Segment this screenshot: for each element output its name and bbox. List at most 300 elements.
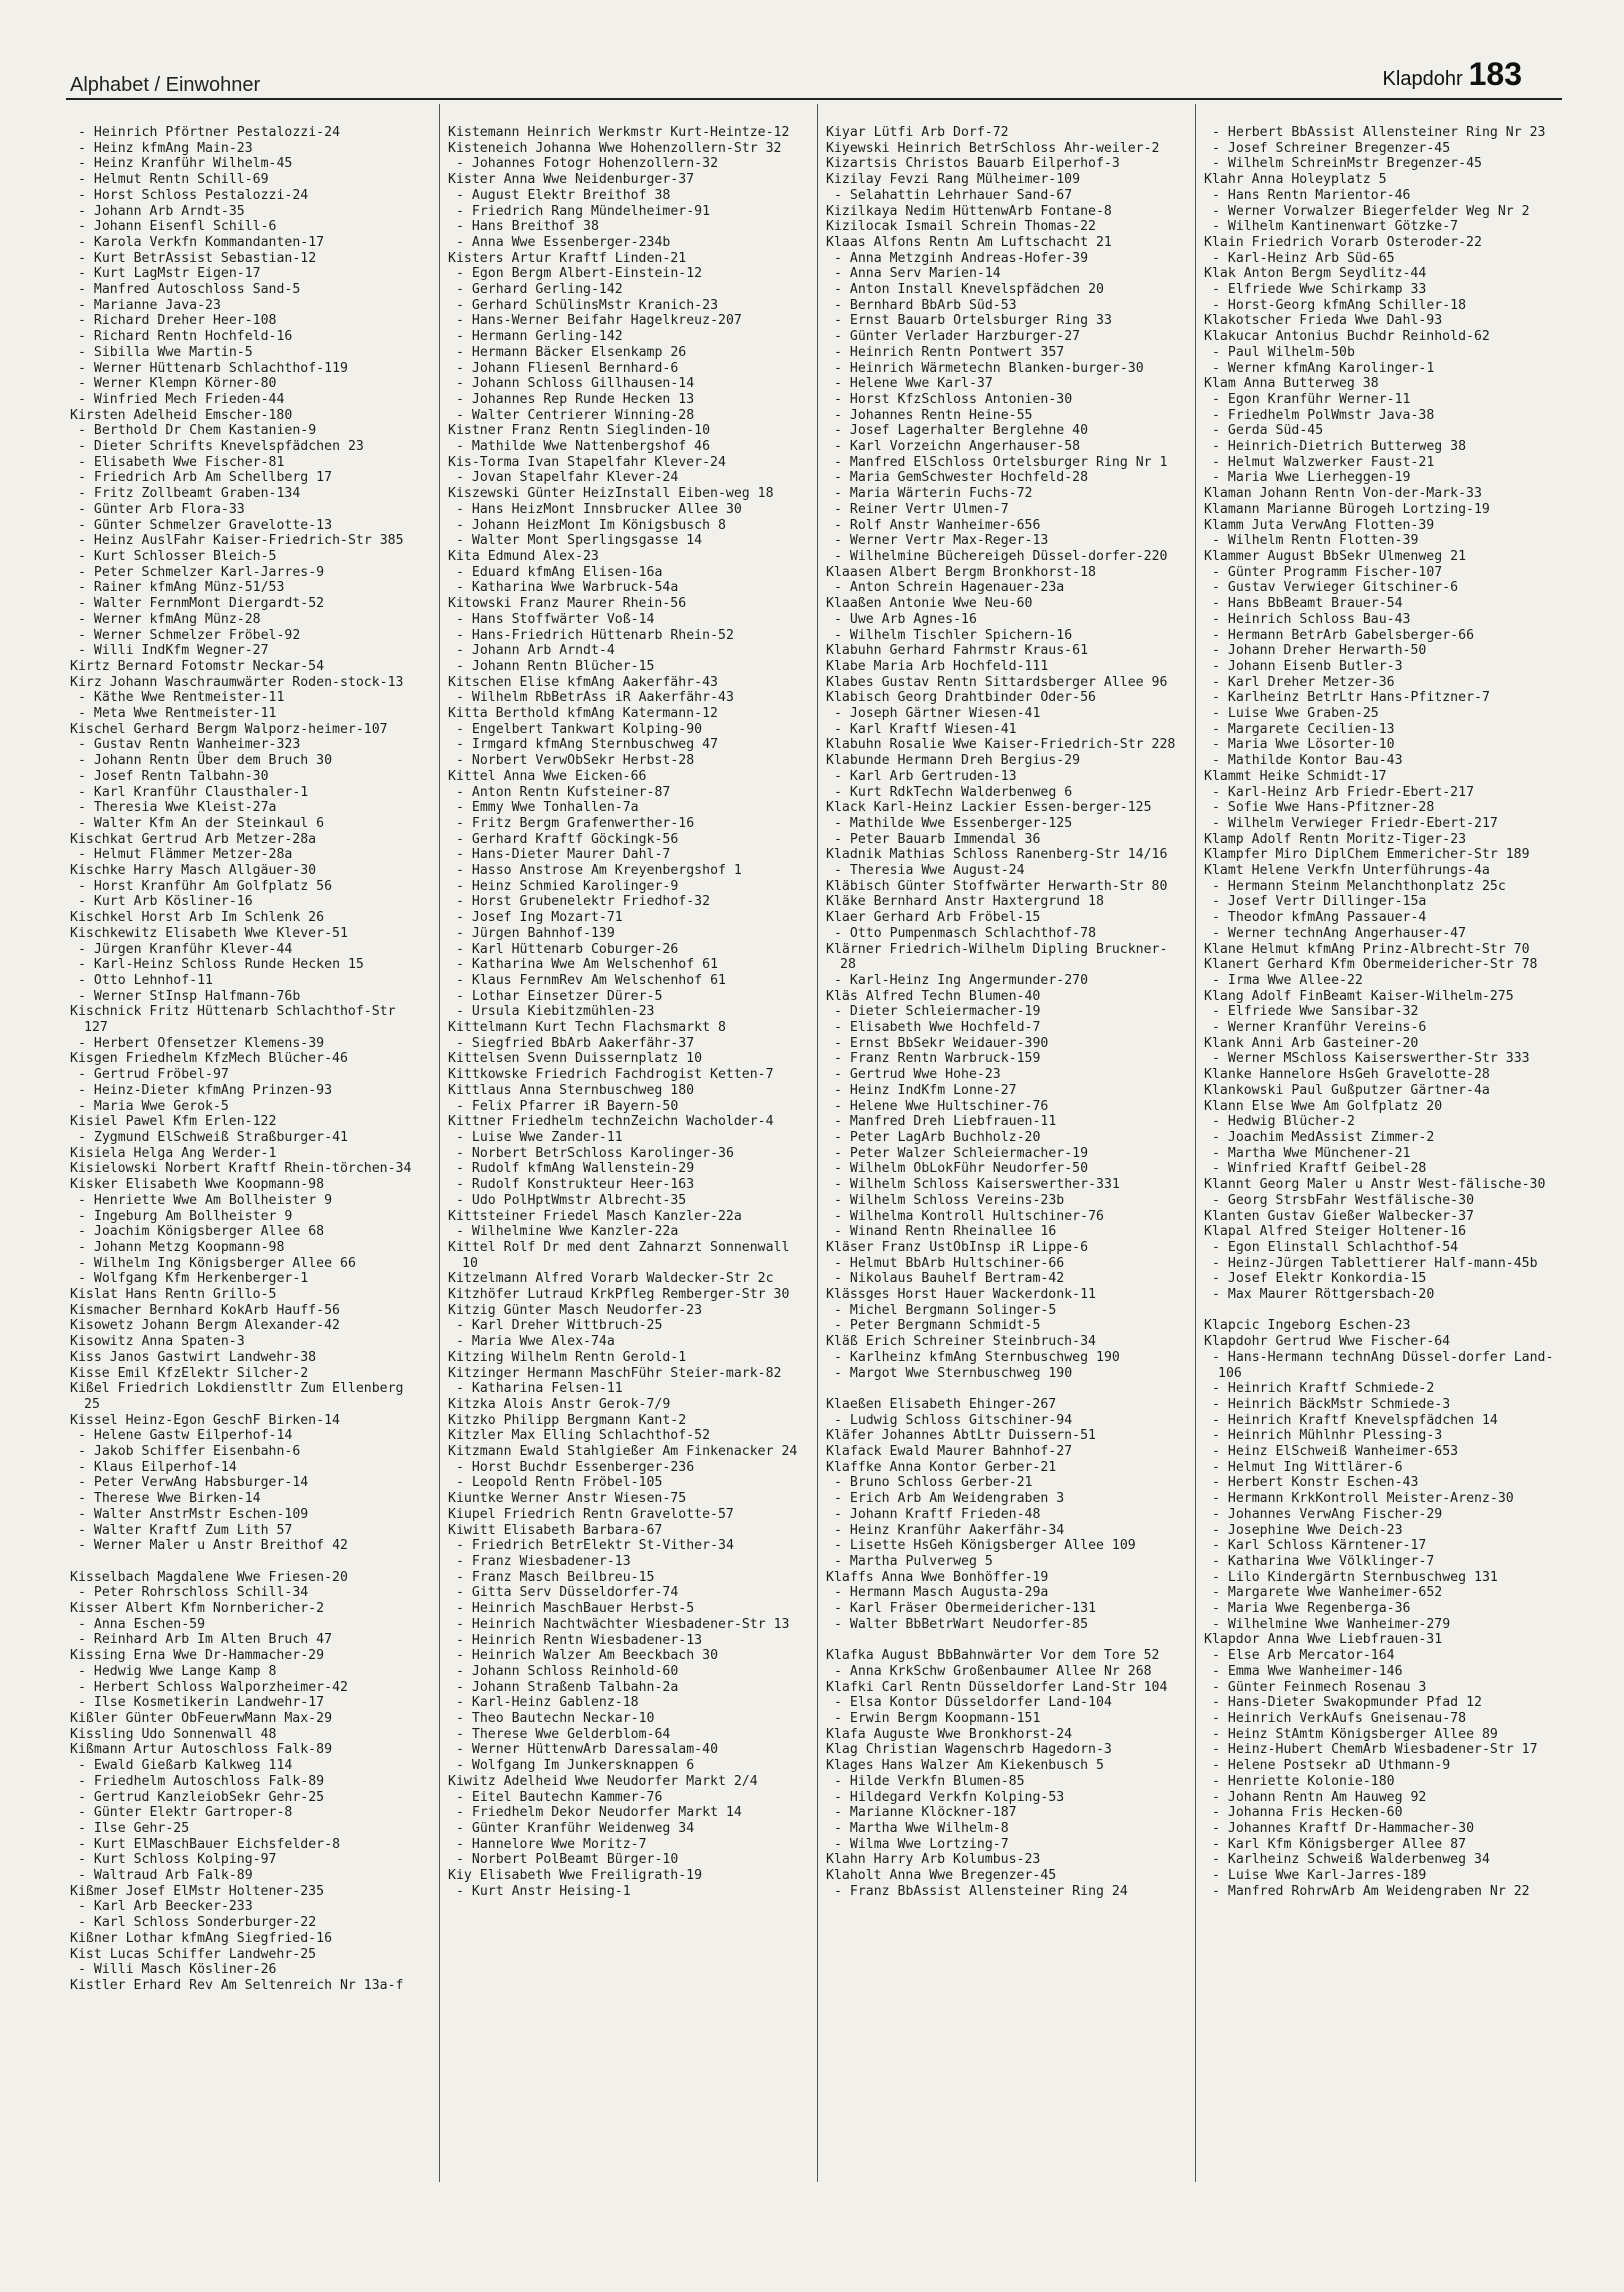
directory-entry: - Lothar Einsetzer Dürer-5 — [456, 988, 663, 1004]
directory-entry: - Franz Wiesbadener-13 — [456, 1553, 631, 1569]
directory-entry: Kisiel Pawel Kfm Erlen-122 — [70, 1114, 277, 1130]
directory-entry: Kittelmann Kurt Techn Flachsmarkt 8 — [448, 1020, 726, 1036]
directory-entry: Kischel Gerhard Bergm Walporz-heimer-107 — [70, 721, 388, 737]
directory-entry: - Elfriede Wwe Schirkamp 33 — [1212, 282, 1427, 298]
directory-entry: Klaholt Anna Wwe Bregenzer-45 — [826, 1868, 1057, 1884]
directory-entry: Klaasen Albert Bergm Bronkhorst-18 — [826, 564, 1096, 580]
directory-entry: Klamp Adolf Rentn Moritz-Tiger-23 — [1204, 831, 1467, 847]
directory-entry: - Erich Arb Am Weidengraben 3 — [834, 1491, 1065, 1507]
directory-entry: - Josef Ing Mozart-71 — [456, 910, 623, 926]
directory-entry: Kitowski Franz Maurer Rhein-56 — [448, 596, 687, 612]
directory-entry: - Maria Wärterin Fuchs-72 — [834, 486, 1033, 502]
directory-entry: Kittlaus Anna Sternbuschweg 180 — [448, 1082, 695, 1098]
directory-entry: - Wilhelm ObLokFühr Neudorfer-50 — [834, 1161, 1089, 1177]
directory-entry: - Josef Vertr Dillinger-15a — [1212, 894, 1427, 910]
directory-entry: Kisowetz Johann Bergm Alexander-42 — [70, 1318, 340, 1334]
directory-entry: - Josef Elektr Konkordia-15 — [1212, 1271, 1427, 1287]
directory-entry: Klafack Ewald Maurer Bahnhof-27 — [826, 1444, 1073, 1460]
directory-entry: - August Elektr Breithof 38 — [456, 187, 671, 203]
directory-entry: - Heinrich Walzer Am Beeckbach 30 — [456, 1648, 719, 1664]
directory-entry: - Gustav Verwieger Gitschiner-6 — [1212, 580, 1459, 596]
directory-entry: - Helene Gastw Eilperhof-14 — [78, 1428, 293, 1444]
directory-entry: Kissel Heinz-Egon GeschF Birken-14 — [70, 1412, 340, 1428]
directory-entry: - Anna Metzginh Andreas-Hofer-39 — [834, 250, 1089, 266]
directory-entry: - Ursula Kiebitzmühlen-23 — [456, 1004, 655, 1020]
directory-entry: - Wilhelmine Büchereigeh Düssel-dorfer-220 — [834, 548, 1168, 564]
directory-entry: - Hermann Steinm Melanchthonplatz 25c — [1212, 878, 1506, 894]
directory-entry: Kißel Friedrich Lokdienstltr Zum Ellenberg 25 — [70, 1381, 404, 1412]
directory-entry: Kistemann Heinrich Werkmstr Kurt-Heintze-12 — [448, 125, 790, 140]
directory-entry: - Richard Dreher Heer-108 — [78, 313, 277, 329]
directory-entry: - Hans-Friedrich Hüttenarb Rhein-52 — [456, 627, 734, 643]
directory-entry: Kitzing Wilhelm Rentn Gerold-1 — [448, 1349, 687, 1365]
directory-entry: - Peter VerwAng Habsburger-14 — [78, 1475, 309, 1491]
directory-entry: - Meta Wwe Rentmeister-11 — [78, 706, 277, 722]
directory-entry: Klapdohr Gertrud Wwe Fischer-64 — [1204, 1334, 1451, 1350]
header-place-name: Klapdohr — [1382, 68, 1463, 90]
directory-entry: Kizartsis Christos Bauarb Eilperhof-3 — [826, 156, 1120, 172]
directory-entry: - Walter Kfm An der Steinkaul 6 — [78, 815, 325, 831]
directory-entry: - Engelbert Tankwart Kolping-90 — [456, 721, 703, 737]
directory-entry: - Elfriede Wwe Sansibar-32 — [1212, 1004, 1419, 1020]
directory-entry: - Mathilde Wwe Essenberger-125 — [834, 815, 1073, 831]
directory-entry: - Felix Pfarrer iR Bayern-50 — [456, 1098, 679, 1114]
directory-entry: - Werner Hüttenarb Schlachthof-119 — [78, 360, 348, 376]
directory-entry: Klapdor Anna Wwe Liebfrauen-31 — [1204, 1632, 1443, 1648]
directory-entry: - Nikolaus Bauhelf Bertram-42 — [834, 1271, 1065, 1287]
directory-entry: - Franz Masch Beilbreu-15 — [456, 1569, 655, 1585]
directory-entry: Klafka August BbBahnwärter Vor dem Tore 52 — [826, 1648, 1160, 1664]
directory-entry: - Erwin Bergm Koopmann-151 — [834, 1710, 1041, 1726]
directory-entry: - Sibilla Wwe Martin-5 — [78, 344, 253, 360]
directory-entry: - Reinhard Arb Im Alten Bruch 47 — [78, 1632, 333, 1648]
directory-entry: - Johann Schloss Reinhold-60 — [456, 1663, 679, 1679]
directory-entry: - Willi Masch Kösliner-26 — [78, 1962, 277, 1978]
directory-entry: - Maria Wwe Lösorter-10 — [1212, 737, 1395, 753]
directory-entry: Klabuhn Rosalie Wwe Kaiser-Friedrich-Str 228 — [826, 737, 1176, 753]
directory-entry: Klankowski Paul Gußputzer Gärtner-4a — [1204, 1082, 1490, 1098]
directory-entry: - Kurt LagMstr Eigen-17 — [78, 266, 261, 282]
directory-entry: Kizilkaya Nedim HüttenwArb Fontane-8 — [826, 203, 1112, 219]
directory-entry: - Karl Kraftf Wiesen-41 — [834, 721, 1017, 737]
directory-entry: - Peter Schmelzer Karl-Jarres-9 — [78, 564, 325, 580]
directory-entry: - Horst Kranführ Am Golfplatz 56 — [78, 878, 333, 894]
directory-entry: - Therese Wwe Birken-14 — [78, 1491, 261, 1507]
directory-entry: - Johann Metzg Koopmann-98 — [78, 1239, 285, 1255]
directory-entry: - Werner MSchloss Kaiserswerther-Str 333 — [1212, 1051, 1530, 1067]
directory-entry: - Margarete Cecilien-13 — [1212, 721, 1395, 737]
directory-entry: - Josef Schreiner Bregenzer-45 — [1212, 140, 1451, 156]
directory-entry: - Gitta Serv Düsseldorfer-74 — [456, 1585, 679, 1601]
directory-entry: - Friedrich Rang Mündelheimer-91 — [456, 203, 711, 219]
directory-entry: - Friedhelm Dekor Neudorfer Markt 14 — [456, 1805, 742, 1821]
directory-entry: Kiss Janos Gastwirt Landwehr-38 — [70, 1349, 317, 1365]
directory-entry: - Michel Bergmann Solinger-5 — [834, 1302, 1057, 1318]
directory-entry: - Eduard kfmAng Elisen-16a — [456, 564, 663, 580]
directory-entry: - Herbert Konstr Eschen-43 — [1212, 1475, 1419, 1491]
directory-entry: - Werner kfmAng Karolinger-1 — [1212, 360, 1435, 376]
directory-entry: - Irma Wwe Allee-22 — [1212, 972, 1363, 988]
directory-entry: - Karl Dreher Wittbruch-25 — [456, 1318, 663, 1334]
directory-entry: Kißmer Josef ElMstr Holtener-235 — [70, 1883, 325, 1899]
directory-entry: Kiy Elisabeth Wwe Freiligrath-19 — [448, 1868, 703, 1884]
directory-entry: - Winfried Kraftf Geibel-28 — [1212, 1161, 1427, 1177]
directory-entry: Klammer August BbSekr Ulmenweg 21 — [1204, 548, 1467, 564]
directory-entry: Kittel Anna Wwe Eicken-66 — [448, 768, 647, 784]
directory-entry: - Joseph Gärtner Wiesen-41 — [834, 706, 1041, 722]
directory-entry: Klane Helmut kfmAng Prinz-Albrecht-Str 70 — [1204, 941, 1530, 957]
directory-entry: - Walter Kraftf Zum Lith 57 — [78, 1522, 293, 1538]
directory-entry: Kittelsen Svenn Duissernplatz 10 — [448, 1051, 703, 1067]
directory-entry: - Wilma Wwe Lortzing-7 — [834, 1836, 1009, 1852]
directory-entry: Kitzmann Ewald Stahlgießer Am Finkenacker 24 — [448, 1444, 798, 1460]
directory-entry: - Hannelore Wwe Moritz-7 — [456, 1836, 647, 1852]
directory-entry: Klamm Juta VerwAng Flotten-39 — [1204, 517, 1435, 533]
directory-entry: Kittel Rolf Dr med dent Zahnarzt Sonnenwall 10 — [448, 1239, 790, 1271]
directory-entry: Kiszewski Günter HeizInstall Eiben-weg 18 — [448, 486, 774, 502]
directory-entry: - Heinz Schmied Karolinger-9 — [456, 878, 679, 894]
directory-entry: Klampfer Miro DiplChem Emmericher-Str 189 — [1204, 847, 1530, 863]
directory-entry: Kläfer Johannes AbtLtr Duissern-51 — [826, 1428, 1096, 1444]
directory-entry: - Irmgard kfmAng Sternbuschweg 47 — [456, 737, 719, 753]
directory-entry: - Ernst Bauarb Ortelsburger Ring 33 — [834, 313, 1112, 329]
directory-entry: - Hilde Verkfn Blumen-85 — [834, 1773, 1025, 1789]
directory-entry: - Heinz AuslFahr Kaiser-Friedrich-Str 385 — [78, 533, 404, 549]
directory-entry: - Karl-Heinz Gablenz-18 — [456, 1695, 639, 1711]
directory-entry: - Günter Verlader Harzburger-27 — [834, 329, 1081, 345]
directory-entry: - Gerhard Kraftf Göckingk-56 — [456, 831, 679, 847]
directory-entry: - Bernhard BbArb Süd-53 — [834, 297, 1017, 313]
directory-entry: Kizilay Fevzi Rang Mülheimer-109 — [826, 172, 1081, 188]
directory-entry: - Gertrud Wwe Hohe-23 — [834, 1067, 1001, 1083]
directory-entry: Kitzko Philipp Bergmann Kant-2 — [448, 1412, 687, 1428]
directory-entry: - Wilhelm RbBetrAss iR Aakerfähr-43 — [456, 690, 734, 706]
directory-entry: - Karl Kranführ Clausthaler-1 — [78, 784, 309, 800]
directory-entry: - Rudolf kfmAng Wallenstein-29 — [456, 1161, 695, 1177]
directory-entry: - Fritz Bergm Grafenwerther-16 — [456, 815, 695, 831]
directory-entry: - Heinrich VerkAufs Gneisenau-78 — [1212, 1711, 1467, 1726]
directory-entry: Kischkat Gertrud Arb Metzer-28a — [70, 831, 317, 847]
directory-entry: - Martha Pulverweg 5 — [834, 1553, 993, 1569]
directory-entry: Klain Friedrich Vorarb Osteroder-22 — [1204, 234, 1482, 250]
directory-entry: Klamann Marianne Bürogeh Lortzing-19 — [1204, 501, 1490, 517]
directory-entry: - Johann Arb Arndt-4 — [456, 643, 615, 659]
directory-entry: - Dieter Schleiermacher-19 — [834, 1004, 1041, 1020]
directory-entry: - Winand Rentn Rheinallee 16 — [834, 1224, 1057, 1240]
directory-entry: - Georg StrsbFahr Westfälische-30 — [1212, 1192, 1475, 1208]
directory-entry: - Karl-Heinz Arb Friedr-Ebert-217 — [1212, 784, 1475, 800]
directory-entry: Klabe Maria Arb Hochfeld-111 — [826, 658, 1049, 674]
directory-entry: - Johanna Fris Hecken-60 — [1212, 1805, 1403, 1821]
directory-entry: - Elsa Kontor Düsseldorfer Land-104 — [834, 1695, 1112, 1711]
directory-entry: - Udo PolHptWmstr Albrecht-35 — [456, 1192, 687, 1208]
directory-entry: Klafa Auguste Wwe Bronkhorst-24 — [826, 1726, 1073, 1742]
directory-column-3 — [826, 125, 1181, 1899]
directory-entry: - Mathilde Kontor Bau-43 — [1212, 753, 1403, 769]
directory-entry: - Johannes Fotogr Hohenzollern-32 — [456, 156, 719, 172]
directory-entry: - Jürgen Bahnhof-139 — [456, 925, 615, 941]
directory-entry: - Selahattin Lehrhauer Sand-67 — [834, 187, 1073, 203]
directory-entry: - Otto Lehnhof-11 — [78, 972, 213, 988]
directory-entry: - Werner Kranführ Vereins-6 — [1212, 1020, 1427, 1036]
directory-entry: - Johann HeizMont Im Königsbusch 8 — [456, 517, 726, 533]
directory-entry: Klabunde Hermann Dreh Bergius-29 — [826, 753, 1081, 769]
directory-entry: Kißler Günter ObFeuerwMann Max-29 — [70, 1711, 333, 1726]
directory-entry: Kist Lucas Schiffer Landwehr-25 — [70, 1946, 317, 1962]
directory-entry: - Jürgen Kranführ Klever-44 — [78, 941, 293, 957]
directory-entry: - Peter LagArb Buchholz-20 — [834, 1130, 1041, 1145]
directory-entry: - Marianne Java-23 — [78, 297, 221, 313]
directory-entry: - Hedwig Blücher-2 — [1212, 1114, 1355, 1130]
directory-entry: - Dieter Schrifts Knevelspfädchen 23 — [78, 439, 364, 455]
directory-entry: - Elisabeth Wwe Fischer-81 — [78, 454, 285, 470]
directory-entry: Kis-Torma Ivan Stapelfahr Klever-24 — [448, 454, 726, 470]
directory-entry: - Hasso Anstrose Am Kreyenbergshof 1 — [456, 863, 742, 879]
directory-entry: - Gustav Rentn Wanheimer-323 — [78, 737, 301, 753]
directory-entry: - Hans-Dieter Swakopmunder Pfad 12 — [1212, 1695, 1482, 1711]
directory-entry: - Johann Rentn Blücher-15 — [456, 658, 655, 674]
directory-entry: Klaman Johann Rentn Von-der-Mark-33 — [1204, 486, 1482, 502]
directory-entry: Kischkel Horst Arb Im Schlenk 26 — [70, 910, 325, 926]
directory-entry: Klakucar Antonius Buchdr Reinhold-62 — [1204, 329, 1490, 345]
directory-entry: - Hans HeizMont Innsbrucker Allee 30 — [456, 501, 742, 517]
directory-entry — [826, 1381, 1181, 1397]
directory-entry: Klakotscher Frieda Wwe Dahl-93 — [1204, 313, 1443, 329]
directory-entry: - Johannes Rep Runde Hecken 13 — [456, 391, 695, 407]
directory-entry: - Karlheinz Schweiß Walderbenweg 34 — [1212, 1852, 1490, 1868]
directory-entry: - Theresia Wwe August-24 — [834, 863, 1025, 879]
directory-entry: Klack Karl-Heinz Lackier Essen-berger-125 — [826, 800, 1152, 816]
directory-entry: - Walter FernmMont Diergardt-52 — [78, 596, 325, 612]
directory-entry: - Katharina Wwe Völklinger-7 — [1212, 1553, 1435, 1569]
directory-entry: - Johann Rentn Am Hauweg 92 — [1212, 1789, 1427, 1805]
directory-entry: Kiyewski Heinrich BetrSchloss Ahr-weiler-2 — [826, 140, 1160, 156]
directory-entry: - Gertrud KanzleiobSekr Gehr-25 — [78, 1789, 325, 1805]
directory-entry: Kisters Artur Kraftf Linden-21 — [448, 250, 687, 266]
directory-entry: - Kurt RdkTechn Walderbenweg 6 — [834, 784, 1073, 800]
directory-entry: - Gerhard SchülinsMstr Kranich-23 — [456, 297, 719, 313]
directory-entry: - Karlheinz kfmAng Sternbuschweg 190 — [834, 1349, 1120, 1365]
directory-entry: - Peter Bergmann Schmidt-5 — [834, 1318, 1041, 1334]
directory-entry: Klammt Heike Schmidt-17 — [1204, 768, 1387, 784]
directory-entry: - Johann Straßenb Talbahn-2a — [456, 1679, 679, 1695]
directory-entry: - Heinz Kranführ Wilhelm-45 — [78, 156, 293, 172]
directory-entry: - Hedwig Wwe Lange Kamp 8 — [78, 1663, 277, 1679]
directory-entry: - Norbert BetrSchloss Karolinger-36 — [456, 1145, 734, 1161]
directory-entry: - Friedhelm Autoschloss Falk-89 — [78, 1773, 325, 1789]
directory-entry: - Karl Kfm Königsberger Allee 87 — [1212, 1836, 1467, 1852]
directory-entry: - Heinrich-Dietrich Butterweg 38 — [1212, 439, 1467, 455]
directory-entry: - Günter Feinmech Rosenau 3 — [1212, 1679, 1427, 1695]
directory-entry: - Heinz-Dieter kfmAng Prinzen-93 — [78, 1082, 333, 1098]
directory-entry: - Ludwig Schloss Gitschiner-94 — [834, 1412, 1073, 1428]
directory-entry: - Helmut Rentn Schill-69 — [78, 172, 269, 188]
directory-entry: - Horst KfzSchloss Antonien-30 — [834, 391, 1073, 407]
directory-entry: - Kurt Arb Kösliner-16 — [78, 894, 253, 910]
directory-entry: - Johann Fliesenl Bernhard-6 — [456, 360, 679, 376]
directory-entry: - Helmut BbArb Hultschiner-66 — [834, 1255, 1065, 1271]
directory-entry: - Horst-Georg kfmAng Schiller-18 — [1212, 297, 1467, 313]
directory-entry: - Wilhelm Verwieger Friedr-Ebert-217 — [1212, 815, 1498, 831]
directory-entry: - Wilhelm Tischler Spichern-16 — [834, 627, 1073, 643]
directory-entry: Kißner Lothar kfmAng Siegfried-16 — [70, 1930, 333, 1946]
directory-entry: - Hans-Hermann technAng Düssel-dorfer Land-106 — [1212, 1349, 1554, 1381]
directory-entry: - Werner StInsp Halfmann-76b — [78, 988, 301, 1004]
directory-entry: Kitzig Günter Masch Neudorfer-23 — [448, 1302, 703, 1318]
directory-entry: - Heinrich Pförtner Pestalozzi-24 — [78, 125, 341, 140]
directory-entry: - Kurt Anstr Heising-1 — [456, 1883, 631, 1899]
directory-entry: Kladnik Mathias Schloss Ranenberg-Str 14/16 — [826, 847, 1168, 863]
directory-entry: Kitzelmann Alfred Vorarb Waldecker-Str 2c — [448, 1271, 774, 1287]
directory-entry: - Katharina Wwe Am Welschenhof 61 — [456, 957, 719, 973]
directory-entry: - Kurt ElMaschBauer Eichsfelder-8 — [78, 1836, 341, 1852]
directory-entry: - Karl-Heinz Schloss Runde Hecken 15 — [78, 957, 364, 973]
directory-entry: - Karl Dreher Metzer-36 — [1212, 674, 1395, 690]
directory-entry: Kiuntke Werner Anstr Wiesen-75 — [448, 1491, 687, 1507]
directory-entry: Kisker Elisabeth Wwe Koopmann-98 — [70, 1177, 325, 1193]
directory-entry: - Herbert Schloss Walporzheimer-42 — [78, 1679, 348, 1695]
directory-entry: Klanert Gerhard Kfm Obermeidericher-Str 78 — [1204, 957, 1538, 973]
directory-entry: Klärner Friedrich-Wilhelm Dipling Bruckner-28 — [826, 941, 1168, 973]
directory-entry: Klafki Carl Rentn Düsseldorfer Land-Str 104 — [826, 1679, 1168, 1695]
directory-entry: - Norbert VerwObSekr Herbst-28 — [456, 753, 695, 769]
directory-entry: - Heinz-Hubert ChemArb Wiesbadener-Str 17 — [1212, 1742, 1538, 1758]
directory-entry: - Günter Schmelzer Gravelotte-13 — [78, 517, 333, 533]
directory-entry: - Manfred ElSchloss Ortelsburger Ring Nr 1 — [834, 454, 1168, 470]
directory-entry: - Helene Wwe Hultschiner-76 — [834, 1098, 1049, 1114]
directory-entry: - Käthe Wwe Rentmeister-11 — [78, 690, 285, 706]
directory-entry: - Wilhelm Kantinenwart Götzke-7 — [1212, 219, 1459, 235]
directory-entry: - Werner Vertr Max-Reger-13 — [834, 533, 1049, 549]
directory-entry: - Margot Wwe Sternbuschweg 190 — [834, 1365, 1073, 1381]
directory-entry: - Karl Schloss Sonderburger-22 — [78, 1915, 317, 1931]
directory-entry: Kitzinger Hermann MaschFühr Steier-mark-82 — [448, 1365, 782, 1381]
directory-entry: Kisielowski Norbert Kraftf Rhein-törchen-34 — [70, 1161, 412, 1177]
directory-entry: - Hans BbBeamt Brauer-54 — [1212, 596, 1403, 612]
directory-entry: - Hans Rentn Marientor-46 — [1212, 187, 1411, 203]
directory-entry: - Heinz-Jürgen Tablettierer Half-mann-45b — [1212, 1255, 1538, 1271]
directory-column-2 — [448, 125, 803, 1899]
directory-entry: - Helmut Walzwerker Faust-21 — [1212, 454, 1435, 470]
directory-entry: - Ilse Kosmetikerin Landwehr-17 — [78, 1695, 325, 1711]
directory-entry: - Zygmund ElSchweiß Straßburger-41 — [78, 1130, 348, 1145]
directory-entry: Klang Adolf FinBeamt Kaiser-Wilhelm-275 — [1204, 988, 1514, 1004]
directory-entry: - Winfried Mech Frieden-44 — [78, 391, 285, 407]
directory-entry: - Egon Bergm Albert-Einstein-12 — [456, 266, 703, 282]
directory-entry: Kirsten Adelheid Emscher-180 — [70, 407, 293, 423]
directory-entry: - Luise Wwe Karl-Jarres-189 — [1212, 1868, 1427, 1884]
directory-entry: Klabisch Georg Drahtbinder Oder-56 — [826, 690, 1096, 706]
directory-entry: - Henriette Kolonie-180 — [1212, 1773, 1395, 1789]
directory-entry: Kischke Harry Masch Allgäuer-30 — [70, 863, 317, 879]
directory-entry: - Günter Arb Flora-33 — [78, 501, 245, 517]
directory-entry: - Hans Stoffwärter Voß-14 — [456, 611, 655, 627]
directory-entry: Klannt Georg Maler u Anstr West-fälische-30 — [1204, 1177, 1546, 1193]
directory-entry — [70, 1554, 425, 1570]
directory-entry: Kischnick Fritz Hüttenarb Schlachthof-Str 127 — [70, 1004, 396, 1036]
directory-entry: - Günter Kranführ Weidenweg 34 — [456, 1820, 695, 1836]
directory-entry: - Reiner Vertr Ulmen-7 — [834, 501, 1009, 517]
directory-entry: - Karola Verkfn Kommandanten-17 — [78, 234, 325, 250]
directory-entry: - Siegfried BbArb Aakerfähr-37 — [456, 1035, 695, 1051]
directory-entry: - Karl Hüttenarb Coburger-26 — [456, 941, 679, 957]
directory-entry: - Werner kfmAng Münz-28 — [78, 611, 261, 627]
directory-entry: - Karl Fräser Obermeidericher-131 — [834, 1601, 1097, 1617]
directory-entry: Klapcic Ingeborg Eschen-23 — [1204, 1318, 1411, 1334]
directory-entry: - Heinz StAmtm Königsberger Allee 89 — [1212, 1726, 1498, 1742]
directory-entry: - Ewald Gießarb Kalkweg 114 — [78, 1758, 293, 1774]
directory-entry: - Peter Walzer Schleiermacher-19 — [834, 1145, 1089, 1161]
directory-entry: - Gerhard Gerling-142 — [456, 282, 623, 298]
directory-entry: - Wilhelmine Wwe Kanzler-22a — [456, 1224, 679, 1240]
directory-entry: - Johann Arb Arndt-35 — [78, 203, 245, 219]
directory-entry: - Werner Klempn Körner-80 — [78, 376, 277, 392]
directory-entry: - Manfred RohrwArb Am Weidengraben Nr 22 — [1212, 1883, 1530, 1899]
directory-entry: - Hermann KrkKontroll Meister-Arenz-30 — [1212, 1491, 1514, 1507]
directory-entry: - Emma Wwe Wanheimer-146 — [1212, 1663, 1403, 1679]
directory-entry: - Karl Arb Beecker-233 — [78, 1899, 253, 1915]
directory-entry: Kissing Erna Wwe Dr-Hammacher-29 — [70, 1648, 325, 1664]
directory-entry — [826, 1632, 1181, 1648]
directory-entry: - Wilhelm SchreinMstr Bregenzer-45 — [1212, 156, 1482, 172]
directory-entry: - Paul Wilhelm-50b — [1212, 344, 1355, 360]
directory-entry: - Maria GemSchwester Hochfeld-28 — [834, 470, 1089, 486]
directory-entry: Klässges Horst Hauer Wackerdonk-11 — [826, 1287, 1096, 1303]
directory-entry: Klamt Helene Verkfn Unterführungs-4a — [1204, 863, 1490, 879]
directory-entry: - Willi IndKfm Wegner-27 — [78, 643, 269, 659]
directory-entry: Kißmann Artur Autoschloss Falk-89 — [70, 1742, 333, 1758]
directory-entry: Kirz Johann Waschraumwärter Roden-stock-13 — [70, 674, 404, 690]
directory-entry: - Helene Postsekr aD Uthmann-9 — [1212, 1758, 1451, 1774]
directory-entry: - Hans-Werner Beifahr Hagelkreuz-207 — [456, 313, 742, 329]
directory-entry: - Norbert PolBeamt Bürger-10 — [456, 1852, 679, 1868]
directory-entry: - Katharina Felsen-11 — [456, 1381, 623, 1397]
directory-entry: Kitzka Alois Anstr Gerok-7/9 — [448, 1396, 671, 1412]
directory-entry: Klanke Hannelore HsGeh Gravelotte-28 — [1204, 1067, 1490, 1083]
directory-entry: - Wolfgang Im Junkersknappen 6 — [456, 1758, 695, 1774]
directory-entry: - Hildegard Verkfn Kolping-53 — [834, 1789, 1065, 1805]
directory-entry: - Egon Kranführ Werner-11 — [1212, 391, 1411, 407]
directory-entry: - Karl Arb Gertruden-13 — [834, 768, 1017, 784]
directory-entry: - Therese Wwe Gelderblom-64 — [456, 1726, 671, 1742]
column-divider — [1195, 104, 1196, 2182]
directory-entry: - Karlheinz BetrLtr Hans-Pfitzner-7 — [1212, 690, 1490, 706]
directory-entry: Kirtz Bernard Fotomstr Neckar-54 — [70, 658, 325, 674]
directory-entry: - Else Arb Mercator-164 — [1212, 1648, 1395, 1664]
running-header-page — [1383, 56, 1522, 93]
directory-entry: - Heinrich Schloss Bau-43 — [1212, 611, 1411, 627]
directory-entry: - Kurt Schloss Kolping-97 — [78, 1852, 277, 1868]
directory-entry: - Maria Wwe Gerok-5 — [78, 1098, 229, 1114]
directory-entry: Kläke Bernhard Anstr Haxtergrund 18 — [826, 894, 1104, 910]
directory-entry: - Rainer kfmAng Münz-51/53 — [78, 580, 285, 596]
directory-entry: Kiwitz Adelheid Wwe Neudorfer Markt 2/4 — [448, 1773, 758, 1789]
directory-entry: - Heinrich Wärmetechn Blanken-burger-30 — [834, 360, 1144, 376]
directory-entry: - Johann Eisenb Butler-3 — [1212, 658, 1403, 674]
directory-entry: - Anna Serv Marien-14 — [834, 266, 1001, 282]
directory-entry: - Anton Install Knevelspfädchen 20 — [834, 282, 1104, 298]
directory-entry: - Ernst BbSekr Weidauer-390 — [834, 1035, 1049, 1051]
directory-entry: - Gertrud Fröbel-97 — [78, 1067, 229, 1083]
directory-entry: - Eitel Bautechn Kammer-76 — [456, 1789, 663, 1805]
directory-entry: Kläbisch Günter Stoffwärter Herwarth-Str 80 — [826, 878, 1168, 894]
directory-entry: - Sofie Wwe Hans-Pfitzner-28 — [1212, 800, 1435, 816]
directory-entry — [1204, 1303, 1559, 1319]
directory-entry: - Walter AnstrMstr Eschen-109 — [78, 1506, 309, 1522]
directory-entry: - Klaus Eilperhof-14 — [78, 1459, 237, 1475]
directory-entry: Kischkewitz Elisabeth Wwe Klever-51 — [70, 925, 348, 941]
directory-entry: - Wilhelm Schloss Vereins-23b — [834, 1192, 1065, 1208]
